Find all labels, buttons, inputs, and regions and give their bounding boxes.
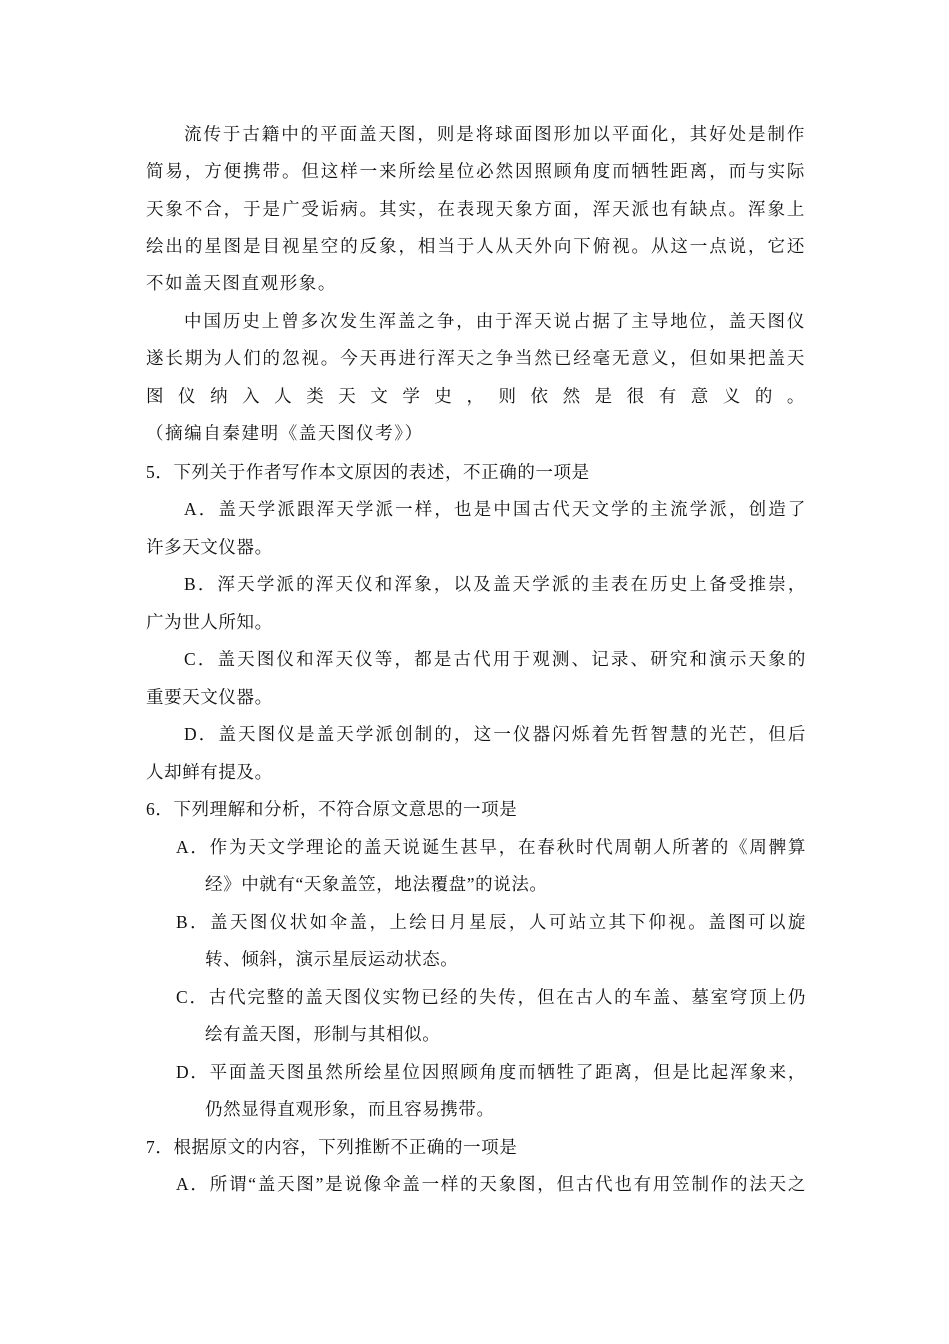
passage-line: 遂长期为人们的忽视。今天再进行浑天之争当然已经毫无意义，但如果把盖天 [146, 349, 806, 369]
question-6-stem: 6．下列理解和分析，不符合原文意思的一项是 [146, 799, 518, 819]
q6-option-d: D．平面盖天图虽然所绘星位因照顾角度而牺牲了距离，但是比起浑象来， [176, 1062, 806, 1082]
passage-line: 简易，方便携带。但这样一来所绘星位必然因照顾角度而牺牲距离，而与实际 [146, 162, 806, 182]
q5-option-a: A．盖天学派跟浑天学派一样，也是中国古代天文学的主流学派，创造了 [184, 499, 806, 519]
passage-line: 中国历史上曾多次发生浑盖之争，由于浑天说占据了主导地位，盖天图仪 [184, 312, 806, 332]
q5-option-d-cont: 人却鲜有提及。 [146, 762, 273, 782]
q5-option-b-cont: 广为世人所知。 [146, 612, 273, 632]
passage-line: 流传于古籍中的平面盖天图，则是将球面图形加以平面化，其好处是制作 [184, 125, 806, 145]
question-5-stem: 5．下列关于作者写作本文原因的表述，不正确的一项是 [146, 462, 590, 482]
passage-line: 天象不合，于是广受诟病。其实，在表现天象方面，浑天派也有缺点。浑象上 [146, 200, 806, 220]
q5-option-c: C．盖天图仪和浑天仪等，都是古代用于观测、记录、研究和演示天象的 [184, 649, 806, 669]
q6-option-d-cont: 仍然显得直观形象，而且容易携带。 [205, 1099, 495, 1119]
passage-line: 图仪纳入人类天文学史，则依然是很有意义的。 [146, 387, 806, 407]
passage-source: （摘编自秦建明《盖天图仪考》） [146, 424, 424, 444]
q6-option-b: B．盖天图仪状如伞盖，上绘日月星辰，人可站立其下仰视。盖图可以旋 [176, 912, 806, 932]
q5-option-c-cont: 重要天文仪器。 [146, 687, 273, 707]
q6-option-c-cont: 绘有盖天图，形制与其相似。 [205, 1024, 441, 1044]
passage-line: 不如盖天图直观形象。 [146, 274, 337, 294]
q5-option-b: B．浑天学派的浑天仪和浑象，以及盖天学派的圭表在历史上备受推崇， [184, 574, 806, 594]
passage-line: 绘出的星图是目视星空的反象，相当于人从天外向下俯视。从这一点说，它还 [146, 237, 806, 257]
question-7-stem: 7．根据原文的内容，下列推断不正确的一项是 [146, 1137, 518, 1157]
q7-option-a: A．所谓“盖天图”是说像伞盖一样的天象图，但古代也有用笠制作的法天之 [176, 1174, 806, 1194]
q6-option-b-cont: 转、倾斜，演示星辰运动状态。 [205, 949, 459, 969]
q5-option-d: D．盖天图仪是盖天学派创制的，这一仪器闪烁着先哲智慧的光芒，但后 [184, 724, 806, 744]
q6-option-a: A．作为天文学理论的盖天说诞生甚早，在春秋时代周朝人所著的《周髀算 [176, 837, 806, 857]
q6-option-a-cont: 经》中就有“天象盖笠，地法覆盘”的说法。 [205, 874, 548, 894]
q5-option-a-cont: 许多天文仪器。 [146, 537, 273, 557]
q6-option-c: C．古代完整的盖天图仪实物已经的失传，但在古人的车盖、墓室穹顶上仍 [176, 987, 806, 1007]
